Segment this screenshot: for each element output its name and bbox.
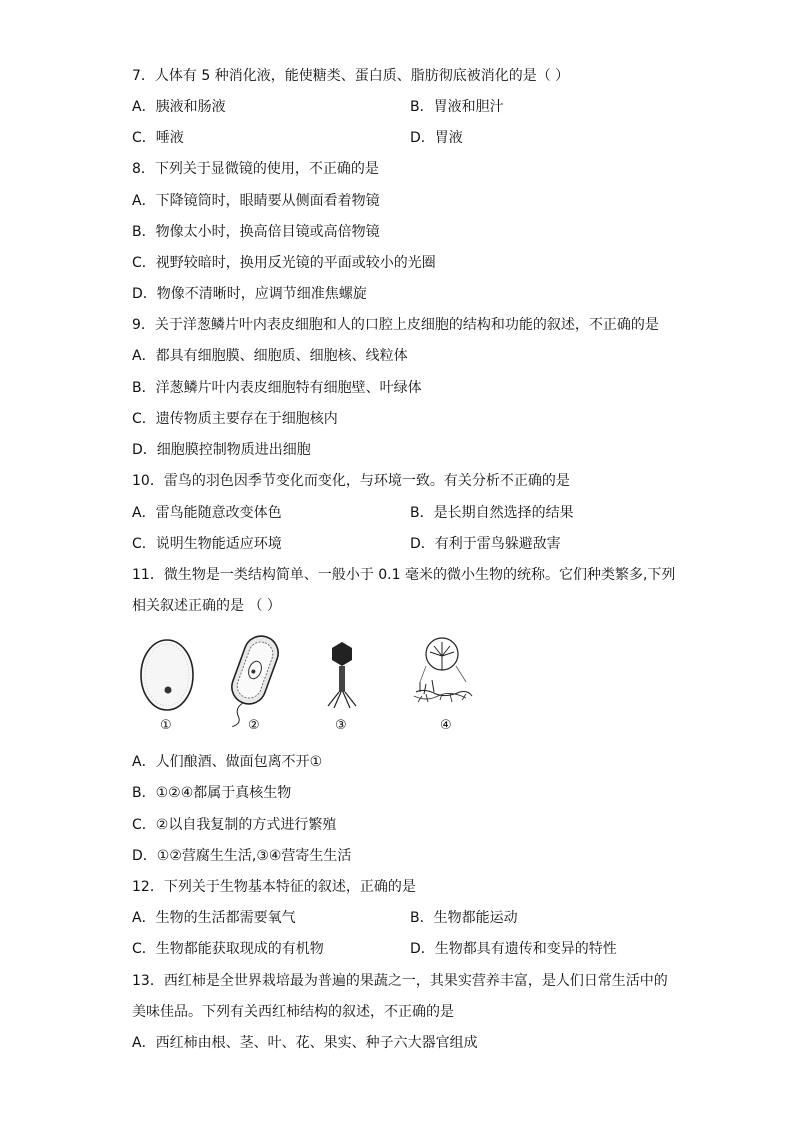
q8-option-c[interactable]: C．视野较暗时，换用反光镜的平面或较小的光圈 [132, 255, 436, 271]
q11-option-b[interactable]: B．①②④都属于真核生物 [132, 785, 292, 801]
q8-option-a[interactable]: A．下降镜筒时，眼睛要从侧面看着物镜 [132, 193, 380, 209]
yeast-cell-icon [141, 640, 193, 710]
q12-option-b[interactable]: B．生物都能运动 [410, 910, 518, 926]
q10-option-d[interactable]: D．有利于雷鸟躲避敌害 [410, 536, 561, 552]
microorganism-figure [120, 630, 480, 740]
q12-stem: 12．下列关于生物基本特征的叙述，正确的是 [132, 879, 416, 895]
q7-option-c[interactable]: C．唾液 [132, 130, 184, 146]
q9-option-a[interactable]: A．都具有细胞膜、细胞质、细胞核、线粒体 [132, 348, 408, 364]
q12-option-d[interactable]: D．生物都具有遗传和变异的特性 [410, 941, 617, 957]
q9-stem: 9．关于洋葱鳞片叶内表皮细胞和人的口腔上皮细胞的结构和功能的叙述，不正确的是 [132, 317, 659, 333]
q8-option-d[interactable]: D．物像不清晰时，应调节细准焦螺旋 [132, 286, 367, 302]
q12-option-c[interactable]: C．生物都能获取现成的有机物 [132, 941, 324, 957]
q11-option-c[interactable]: C．②以自我复制的方式进行繁殖 [132, 817, 337, 833]
q7-option-d[interactable]: D．胃液 [410, 130, 463, 146]
q9-option-c[interactable]: C．遗传物质主要存在于细胞核内 [132, 411, 338, 427]
q8-option-b[interactable]: B．物像太小时，换高倍目镜或高倍物镜 [132, 224, 380, 240]
q12-option-a[interactable]: A．生物的生活都需要氧气 [132, 910, 296, 926]
q11-option-a[interactable]: A．人们酿酒、做面包离不开① [132, 754, 323, 770]
figure-label-2: ② [248, 718, 260, 733]
q7-option-a[interactable]: A．胰液和肠液 [132, 99, 226, 115]
q9-option-d[interactable]: D．细胞膜控制物质进出细胞 [132, 442, 311, 458]
q11-option-d[interactable]: D．①②营腐生生活,③④营寄生生活 [132, 848, 352, 864]
q10-option-b[interactable]: B．是长期自然选择的结果 [410, 505, 574, 521]
q7-option-b[interactable]: B．胃液和胆汁 [410, 99, 504, 115]
q10-stem: 10．雷鸟的羽色因季节变化而变化，与环境一致。有关分析不正确的是 [132, 473, 570, 489]
bacteriophage-icon [328, 642, 356, 708]
microorganism-illustrations [120, 630, 480, 740]
q9-option-b[interactable]: B．洋葱鳞片叶内表皮细胞特有细胞壁、叶绿体 [132, 380, 422, 396]
q10-option-a[interactable]: A．雷鸟能随意改变体色 [132, 505, 282, 521]
q13-option-a[interactable]: A．西红柿由根、茎、叶、花、果实、种子六大器官组成 [132, 1035, 478, 1051]
q10-option-c[interactable]: C．说明生物能适应环境 [132, 536, 282, 552]
figure-label-1: ① [160, 718, 172, 733]
q13-stem-line1: 13．西红柿是全世界栽培最为普遍的果蔬之一，其果实营养丰富，是人们日常生活中的 [132, 973, 668, 989]
q11-stem-line2: 相关叙述正确的是 （ ） [132, 598, 281, 614]
q13-stem-line2: 美味佳品。下列有关西红柿结构的叙述，不正确的是 [132, 1004, 454, 1020]
q11-stem-line1: 11．微生物是一类结构简单、一般小于 0.1 毫米的微小生物的统称。它们种类繁多,下列 [132, 567, 676, 583]
figure-label-4: ④ [440, 718, 452, 733]
q8-stem: 8．下列关于显微镜的使用，不正确的是 [132, 161, 379, 177]
figure-label-3: ③ [335, 718, 347, 733]
q7-stem: 7．人体有 5 种消化液，能使糖类、蛋白质、脂肪彻底被消化的是（ ） [132, 68, 570, 84]
mold-icon [414, 638, 472, 702]
